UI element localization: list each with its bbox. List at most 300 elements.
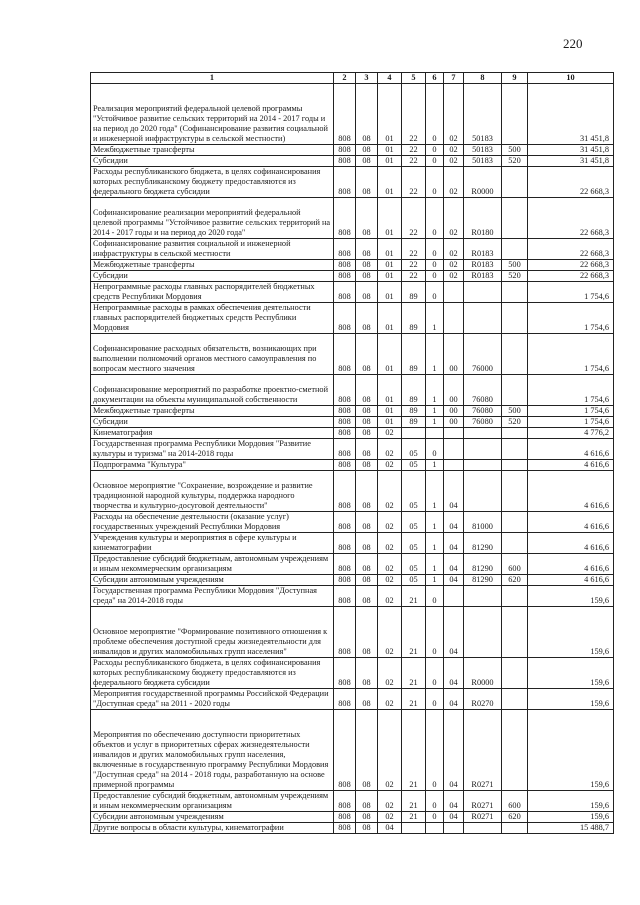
code-expense-type <box>502 533 528 554</box>
table-row <box>91 406 614 417</box>
code-event: 00 <box>444 375 464 406</box>
table-row <box>91 471 614 512</box>
row-description: Основное мероприятие "Сохранение, возрождение и развитие традиционной народной культуры, поддержка народного творчества и культурно-досуговой деятельности" <box>91 471 334 512</box>
code-expense-type: 520 <box>502 417 528 428</box>
code-section: 08 <box>356 167 378 198</box>
code-ministry: 808 <box>334 554 356 575</box>
code-event: 04 <box>444 471 464 512</box>
code-program: 22 <box>402 198 426 239</box>
code-subsection: 02 <box>378 607 402 658</box>
code-program: 22 <box>402 84 426 145</box>
row-amount: 4 616,6 <box>528 575 614 586</box>
code-section: 08 <box>356 84 378 145</box>
code-event: 04 <box>444 710 464 791</box>
row-description: Основное мероприятие "Формирование позитивного отношения к проблеме обеспечения доступной среды жизнедеятельности для инвалидов и других маломобильных групп населения" <box>91 607 334 658</box>
code-subprogram: 0 <box>426 439 444 460</box>
code-program: 05 <box>402 512 426 533</box>
code-direction <box>464 823 502 834</box>
header-cell: 2 <box>334 73 356 84</box>
code-event: 04 <box>444 689 464 710</box>
code-subprogram: 1 <box>426 471 444 512</box>
row-description: Государственная программа Республики Мордовия "Доступная среда" на 2014-2018 годы <box>91 586 334 607</box>
code-event <box>444 439 464 460</box>
code-subprogram <box>426 428 444 439</box>
code-subsection: 01 <box>378 239 402 260</box>
row-amount: 159,6 <box>528 586 614 607</box>
code-event: 04 <box>444 575 464 586</box>
code-direction <box>464 607 502 658</box>
row-description: Предоставление субсидий бюджетным, автономным учреждениям и иным некоммерческим организациям <box>91 791 334 812</box>
code-section: 08 <box>356 607 378 658</box>
code-direction: 76080 <box>464 375 502 406</box>
row-description: Расходы республиканского бюджета, в целях софинансирования которых республиканскому бюджету предоставляются из федерального бюджета субсидии <box>91 167 334 198</box>
row-amount: 1 754,6 <box>528 282 614 303</box>
code-subprogram: 1 <box>426 575 444 586</box>
code-direction: R0000 <box>464 167 502 198</box>
code-expense-type: 520 <box>502 156 528 167</box>
code-section: 08 <box>356 812 378 823</box>
code-program: 21 <box>402 710 426 791</box>
table-row <box>91 84 614 145</box>
code-event: 04 <box>444 791 464 812</box>
code-subsection: 02 <box>378 439 402 460</box>
row-description: Субсидии <box>91 417 334 428</box>
code-subprogram: 0 <box>426 156 444 167</box>
code-section: 08 <box>356 271 378 282</box>
row-amount: 1 754,6 <box>528 417 614 428</box>
row-description: Реализация мероприятий федеральной целевой программы "Устойчивое развитие сельских территорий на 2014 - 2017 годы и на период до 2020 года" (Софинансирование развития социальной и инженерной инфраструктуры в сельской местности) <box>91 84 334 145</box>
code-section: 08 <box>356 512 378 533</box>
code-section: 08 <box>356 239 378 260</box>
code-direction: R0180 <box>464 198 502 239</box>
code-subprogram: 0 <box>426 239 444 260</box>
header-cell: 6 <box>426 73 444 84</box>
code-subsection: 01 <box>378 198 402 239</box>
code-subprogram: 1 <box>426 406 444 417</box>
code-section: 08 <box>356 689 378 710</box>
code-subprogram: 1 <box>426 533 444 554</box>
row-amount: 15 488,7 <box>528 823 614 834</box>
row-description: Кинематография <box>91 428 334 439</box>
code-section: 08 <box>356 406 378 417</box>
row-amount: 31 451,8 <box>528 156 614 167</box>
row-amount: 31 451,8 <box>528 145 614 156</box>
code-ministry: 808 <box>334 239 356 260</box>
table-row <box>91 260 614 271</box>
code-subprogram: 0 <box>426 586 444 607</box>
code-subprogram: 0 <box>426 145 444 156</box>
table-row <box>91 812 614 823</box>
code-subsection: 01 <box>378 145 402 156</box>
code-section: 08 <box>356 791 378 812</box>
header-cell: 8 <box>464 73 502 84</box>
code-ministry: 808 <box>334 260 356 271</box>
header-cell: 9 <box>502 73 528 84</box>
code-subsection: 01 <box>378 406 402 417</box>
code-program <box>402 823 426 834</box>
table-row <box>91 439 614 460</box>
code-expense-type <box>502 239 528 260</box>
row-amount: 22 668,3 <box>528 198 614 239</box>
code-event <box>444 282 464 303</box>
row-description: Учреждения культуры и мероприятия в сфере культуры и кинематографии <box>91 533 334 554</box>
table-row <box>91 334 614 375</box>
code-section: 08 <box>356 145 378 156</box>
table-row <box>91 658 614 689</box>
code-expense-type: 600 <box>502 791 528 812</box>
code-ministry: 808 <box>334 533 356 554</box>
code-subsection: 02 <box>378 471 402 512</box>
code-ministry: 808 <box>334 145 356 156</box>
header-cell: 7 <box>444 73 464 84</box>
code-subprogram: 0 <box>426 167 444 198</box>
row-amount: 1 754,6 <box>528 334 614 375</box>
code-subsection: 02 <box>378 554 402 575</box>
code-program: 22 <box>402 167 426 198</box>
code-direction: 50183 <box>464 156 502 167</box>
code-subsection: 01 <box>378 84 402 145</box>
code-program: 89 <box>402 375 426 406</box>
budget-table <box>90 72 614 834</box>
row-description: Подпрограмма "Культура" <box>91 460 334 471</box>
code-direction: R0183 <box>464 239 502 260</box>
code-program: 21 <box>402 791 426 812</box>
code-ministry: 808 <box>334 575 356 586</box>
code-ministry: 808 <box>334 198 356 239</box>
code-subsection: 02 <box>378 575 402 586</box>
code-expense-type <box>502 512 528 533</box>
code-expense-type <box>502 471 528 512</box>
table-row <box>91 156 614 167</box>
code-program: 05 <box>402 471 426 512</box>
code-event: 04 <box>444 512 464 533</box>
table-row <box>91 375 614 406</box>
row-description: Софинансирование расходных обязательств, возникающих при выполнении полномочий органов местного самоуправления по вопросам местного значения <box>91 334 334 375</box>
code-subprogram: 1 <box>426 334 444 375</box>
row-description: Другие вопросы в области культуры, кинематографии <box>91 823 334 834</box>
code-event: 02 <box>444 84 464 145</box>
code-subsection: 04 <box>378 823 402 834</box>
code-expense-type: 620 <box>502 575 528 586</box>
code-program: 89 <box>402 406 426 417</box>
row-description: Межбюджетные трансферты <box>91 260 334 271</box>
row-description: Софинансирование развития социальной и инженерной инфраструктуры в сельской местности <box>91 239 334 260</box>
code-program: 22 <box>402 260 426 271</box>
row-description: Софинансирование мероприятий по разработке проектно-сметной документации на объекты муниципальной собственности <box>91 375 334 406</box>
row-description: Субсидии <box>91 271 334 282</box>
code-ministry: 808 <box>334 823 356 834</box>
code-direction: R0271 <box>464 812 502 823</box>
code-subsection: 02 <box>378 428 402 439</box>
code-section: 08 <box>356 471 378 512</box>
code-subprogram: 0 <box>426 282 444 303</box>
code-expense-type: 500 <box>502 145 528 156</box>
code-section: 08 <box>356 439 378 460</box>
code-event: 04 <box>444 554 464 575</box>
code-subprogram: 1 <box>426 303 444 334</box>
code-expense-type <box>502 167 528 198</box>
code-subsection: 02 <box>378 710 402 791</box>
code-subsection: 01 <box>378 303 402 334</box>
code-direction: 76000 <box>464 334 502 375</box>
code-direction: 81290 <box>464 554 502 575</box>
code-event <box>444 460 464 471</box>
code-ministry: 808 <box>334 607 356 658</box>
table-row <box>91 460 614 471</box>
code-expense-type <box>502 658 528 689</box>
code-expense-type <box>502 586 528 607</box>
header-cell: 3 <box>356 73 378 84</box>
table-row <box>91 607 614 658</box>
code-ministry: 808 <box>334 586 356 607</box>
row-amount: 1 754,6 <box>528 303 614 334</box>
code-direction: R0271 <box>464 791 502 812</box>
row-description: Расходы республиканского бюджета, в целях софинансирования которых республиканскому бюджету предоставляются из федерального бюджета субсидии <box>91 658 334 689</box>
row-amount: 22 668,3 <box>528 260 614 271</box>
code-subsection: 01 <box>378 334 402 375</box>
table-body <box>91 84 614 834</box>
row-description: Мероприятия по обеспечению доступности приоритетных объектов и услуг в приоритетных сферах жизнедеятельности инвалидов и других маломобильных групп населения, включенные в государственную программу Республики Мордовия "Доступная среда" на 2014 - 2018 годы, разработанную на основе примерной программы <box>91 710 334 791</box>
table-row <box>91 417 614 428</box>
table-row <box>91 533 614 554</box>
table-row <box>91 554 614 575</box>
code-expense-type: 500 <box>502 260 528 271</box>
code-expense-type <box>502 375 528 406</box>
code-subsection: 01 <box>378 417 402 428</box>
code-subsection: 01 <box>378 156 402 167</box>
code-expense-type <box>502 198 528 239</box>
code-program: 21 <box>402 812 426 823</box>
row-description: Субсидии автономным учреждениям <box>91 812 334 823</box>
header-cell: 10 <box>528 73 614 84</box>
table-row <box>91 271 614 282</box>
row-amount: 31 451,8 <box>528 84 614 145</box>
code-ministry: 808 <box>334 375 356 406</box>
code-section: 08 <box>356 658 378 689</box>
code-ministry: 808 <box>334 791 356 812</box>
row-amount: 4 616,6 <box>528 533 614 554</box>
code-event: 00 <box>444 417 464 428</box>
code-ministry: 808 <box>334 689 356 710</box>
code-direction: R0183 <box>464 271 502 282</box>
code-direction: 81290 <box>464 533 502 554</box>
code-program: 22 <box>402 271 426 282</box>
code-expense-type <box>502 710 528 791</box>
row-amount: 22 668,3 <box>528 167 614 198</box>
row-description: Расходы на обеспечение деятельности (оказание услуг) государственных учреждений Республики Мордовия <box>91 512 334 533</box>
code-ministry: 808 <box>334 282 356 303</box>
code-event: 02 <box>444 145 464 156</box>
table-row <box>91 512 614 533</box>
code-expense-type <box>502 439 528 460</box>
code-subprogram: 0 <box>426 710 444 791</box>
row-description: Непрограммные расходы главных распорядителей бюджетных средств Республики Мордовия <box>91 282 334 303</box>
row-amount: 22 668,3 <box>528 271 614 282</box>
code-section: 08 <box>356 375 378 406</box>
table-row <box>91 167 614 198</box>
code-expense-type <box>502 334 528 375</box>
table-row <box>91 282 614 303</box>
row-amount: 159,6 <box>528 812 614 823</box>
code-expense-type <box>502 460 528 471</box>
code-program: 22 <box>402 239 426 260</box>
code-section: 08 <box>356 156 378 167</box>
row-amount: 1 754,6 <box>528 375 614 406</box>
table-header-row <box>91 73 614 84</box>
code-section: 08 <box>356 533 378 554</box>
code-expense-type <box>502 607 528 658</box>
table-row <box>91 198 614 239</box>
code-subprogram: 0 <box>426 271 444 282</box>
code-event: 02 <box>444 167 464 198</box>
table-row <box>91 145 614 156</box>
code-ministry: 808 <box>334 512 356 533</box>
table-row <box>91 428 614 439</box>
code-subprogram: 0 <box>426 658 444 689</box>
code-section: 08 <box>356 586 378 607</box>
row-amount: 159,6 <box>528 607 614 658</box>
code-program: 89 <box>402 417 426 428</box>
code-direction <box>464 586 502 607</box>
code-direction <box>464 428 502 439</box>
table-row <box>91 823 614 834</box>
code-expense-type <box>502 428 528 439</box>
code-expense-type: 500 <box>502 406 528 417</box>
code-direction: 76080 <box>464 417 502 428</box>
code-ministry: 808 <box>334 710 356 791</box>
code-subsection: 02 <box>378 512 402 533</box>
table-row <box>91 689 614 710</box>
code-subprogram: 0 <box>426 198 444 239</box>
row-description: Непрограммные расходы в рамках обеспечения деятельности главных распорядителей бюджетных средств Республики Мордовия <box>91 303 334 334</box>
code-direction: 81000 <box>464 512 502 533</box>
row-description: Субсидии <box>91 156 334 167</box>
code-ministry: 808 <box>334 406 356 417</box>
row-description: Мероприятия государственной программы Российской Федерации "Доступная среда" на 2011 - 2020 годы <box>91 689 334 710</box>
code-ministry: 808 <box>334 812 356 823</box>
row-amount: 4 616,6 <box>528 554 614 575</box>
code-program: 89 <box>402 282 426 303</box>
code-event: 04 <box>444 658 464 689</box>
code-subsection: 01 <box>378 282 402 303</box>
code-expense-type <box>502 823 528 834</box>
code-ministry: 808 <box>334 460 356 471</box>
code-section: 08 <box>356 417 378 428</box>
code-subsection: 02 <box>378 791 402 812</box>
table-row <box>91 239 614 260</box>
header-cell: 5 <box>402 73 426 84</box>
code-direction: R0271 <box>464 710 502 791</box>
code-subsection: 02 <box>378 812 402 823</box>
code-event: 02 <box>444 239 464 260</box>
row-amount: 159,6 <box>528 791 614 812</box>
code-direction: 50183 <box>464 84 502 145</box>
code-program: 21 <box>402 586 426 607</box>
code-direction: 76080 <box>464 406 502 417</box>
row-amount: 159,6 <box>528 658 614 689</box>
code-subprogram: 1 <box>426 512 444 533</box>
code-direction: R0183 <box>464 260 502 271</box>
code-expense-type: 620 <box>502 812 528 823</box>
code-ministry: 808 <box>334 658 356 689</box>
code-event: 02 <box>444 156 464 167</box>
row-amount: 159,6 <box>528 710 614 791</box>
code-direction: R0270 <box>464 689 502 710</box>
code-section: 08 <box>356 710 378 791</box>
code-program: 89 <box>402 334 426 375</box>
code-subsection: 02 <box>378 689 402 710</box>
code-program: 05 <box>402 460 426 471</box>
code-subprogram: 1 <box>426 554 444 575</box>
row-description: Субсидии автономным учреждениям <box>91 575 334 586</box>
code-event: 04 <box>444 607 464 658</box>
row-amount: 4 616,6 <box>528 460 614 471</box>
code-ministry: 808 <box>334 471 356 512</box>
code-direction <box>464 282 502 303</box>
code-subprogram: 0 <box>426 607 444 658</box>
code-expense-type <box>502 689 528 710</box>
code-ministry: 808 <box>334 167 356 198</box>
code-ministry: 808 <box>334 428 356 439</box>
code-direction: 81290 <box>464 575 502 586</box>
code-subprogram: 0 <box>426 260 444 271</box>
code-program: 05 <box>402 439 426 460</box>
code-section: 08 <box>356 282 378 303</box>
row-amount: 4 616,6 <box>528 439 614 460</box>
header-cell: 4 <box>378 73 402 84</box>
code-program: 22 <box>402 145 426 156</box>
code-event <box>444 823 464 834</box>
code-ministry: 808 <box>334 417 356 428</box>
code-direction <box>464 471 502 512</box>
code-expense-type <box>502 84 528 145</box>
row-amount: 1 754,6 <box>528 406 614 417</box>
code-program: 21 <box>402 607 426 658</box>
code-section: 08 <box>356 303 378 334</box>
code-section: 08 <box>356 334 378 375</box>
code-ministry: 808 <box>334 84 356 145</box>
code-expense-type <box>502 282 528 303</box>
code-section: 08 <box>356 554 378 575</box>
table-row <box>91 710 614 791</box>
code-program: 89 <box>402 303 426 334</box>
code-ministry: 808 <box>334 156 356 167</box>
code-subprogram: 0 <box>426 84 444 145</box>
code-section: 08 <box>356 823 378 834</box>
code-subprogram: 0 <box>426 689 444 710</box>
code-section: 08 <box>356 460 378 471</box>
code-program: 21 <box>402 658 426 689</box>
row-description: Межбюджетные трансферты <box>91 145 334 156</box>
code-event: 00 <box>444 406 464 417</box>
table-row <box>91 575 614 586</box>
code-direction <box>464 460 502 471</box>
code-event: 04 <box>444 812 464 823</box>
code-expense-type <box>502 303 528 334</box>
row-amount: 4 616,6 <box>528 471 614 512</box>
code-program: 05 <box>402 575 426 586</box>
code-event <box>444 303 464 334</box>
code-ministry: 808 <box>334 271 356 282</box>
row-amount: 4 616,6 <box>528 512 614 533</box>
code-program <box>402 428 426 439</box>
code-subsection: 02 <box>378 586 402 607</box>
code-event: 00 <box>444 334 464 375</box>
code-direction: 50183 <box>464 145 502 156</box>
code-direction: R0000 <box>464 658 502 689</box>
code-subsection: 02 <box>378 658 402 689</box>
code-direction <box>464 439 502 460</box>
